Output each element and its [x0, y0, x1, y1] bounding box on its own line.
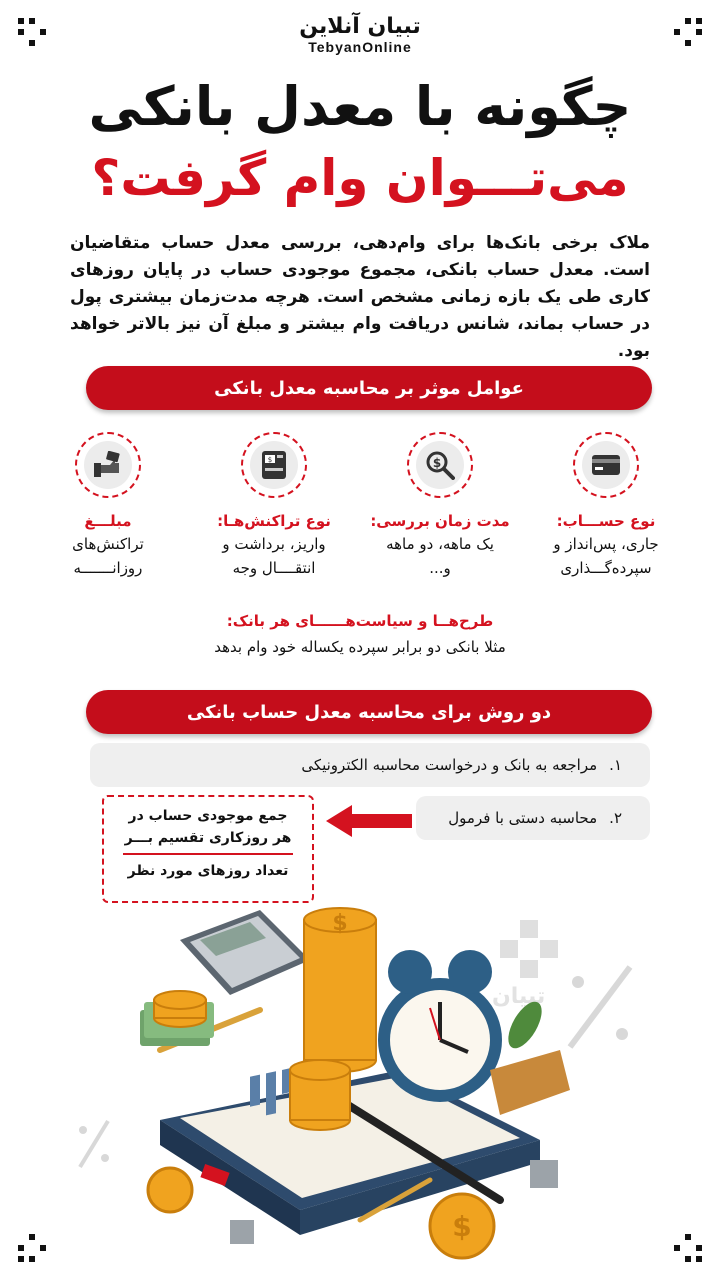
factor-desc: واریز، برداشت و انتقــــال وجه [222, 535, 326, 577]
factor-account-type [536, 432, 676, 580]
atm-icon [260, 450, 288, 480]
svg-text:$: $ [432, 456, 442, 470]
factors-heading: عوامل موثر بر محاسبه معدل بانکی [86, 366, 652, 410]
brand-name-fa: تبیان آنلاین [299, 14, 421, 39]
method-text: مراجعه به بانک و درخواست محاسبه الکترونیکی [301, 756, 598, 774]
svg-text:$: $ [332, 911, 348, 936]
factor-desc: جاری، پس‌انداز و سپرده‌گـــذاری [553, 535, 659, 577]
page-subtitle: می‌تـــوان وام گرفت؟ [91, 149, 629, 207]
factor-title: مدت زمان بررسی: [370, 512, 510, 530]
formula-box [102, 795, 314, 903]
factor-title: نوع حســـاب: [556, 512, 656, 530]
finance-illustration [70, 890, 670, 1275]
brand-name-en: TebyanOnline [308, 39, 412, 55]
factor-transaction-type [204, 432, 344, 580]
corner-dots-bottom-right [674, 1234, 702, 1262]
factor-duration [370, 432, 510, 580]
bank-plans [0, 612, 720, 656]
corner-dots-bottom-left [18, 1234, 46, 1262]
svg-text:$: $ [452, 1210, 472, 1243]
watermark-text: تبیان [492, 984, 546, 1009]
factor-desc: تراکنش‌های روزانـــــــه [72, 535, 144, 577]
plans-title: طرح‌هــا و سیاست‌هــــــای هر بانک: [226, 612, 494, 630]
method-number: ۱. [609, 756, 622, 774]
cash-hand-icon [93, 451, 123, 479]
method-item-1 [90, 743, 650, 787]
svg-text:$: $ [267, 456, 273, 464]
method-text: محاسبه دستی با فرمول [448, 809, 598, 827]
factor-title: نوع تراکنش‌هـا: [217, 512, 331, 530]
percent-decoration [560, 962, 640, 1052]
formula-denominator: تعداد روزهای مورد نظر [127, 863, 289, 879]
fraction-bar [123, 853, 293, 855]
arrow-left-icon [326, 805, 414, 837]
method-number: ۲. [609, 809, 622, 827]
method-item-2 [416, 796, 650, 840]
page-title: چگونه با معدل بانکی [88, 75, 632, 138]
factor-desc: یک ماهه، دو ماهه و... [386, 535, 494, 577]
search-dollar-icon [425, 450, 455, 480]
card-icon [591, 453, 621, 477]
factor-title: مبلـــغ [84, 512, 132, 530]
methods-heading: دو روش برای محاسبه معدل حساب بانکی [86, 690, 652, 734]
intro-paragraph: ملاک برخی بانک‌ها برای وام‌دهی، بررسی معدل حساب متقاضیان است. معدل حساب بانکی، مجموع موجودی حساب در پایان روزهای کاری طی یک بازه زمانی مشخص است. هرچه مدت‌زمان بیشتری پول در حساب بماند، شانس دریافت وام بیشتر و مبلغ آن نیز بالاتر خواهد بود. [70, 233, 650, 361]
percent-decoration-small [74, 1118, 114, 1170]
factor-amount [38, 432, 178, 580]
plans-desc: مثلا بانکی دو برابر سپرده یکساله خود وام بدهد [214, 638, 506, 656]
brand-logo [0, 14, 720, 55]
formula-numerator: جمع موجودی حساب در هر روزکاری تقسیم بـــر [124, 808, 292, 846]
